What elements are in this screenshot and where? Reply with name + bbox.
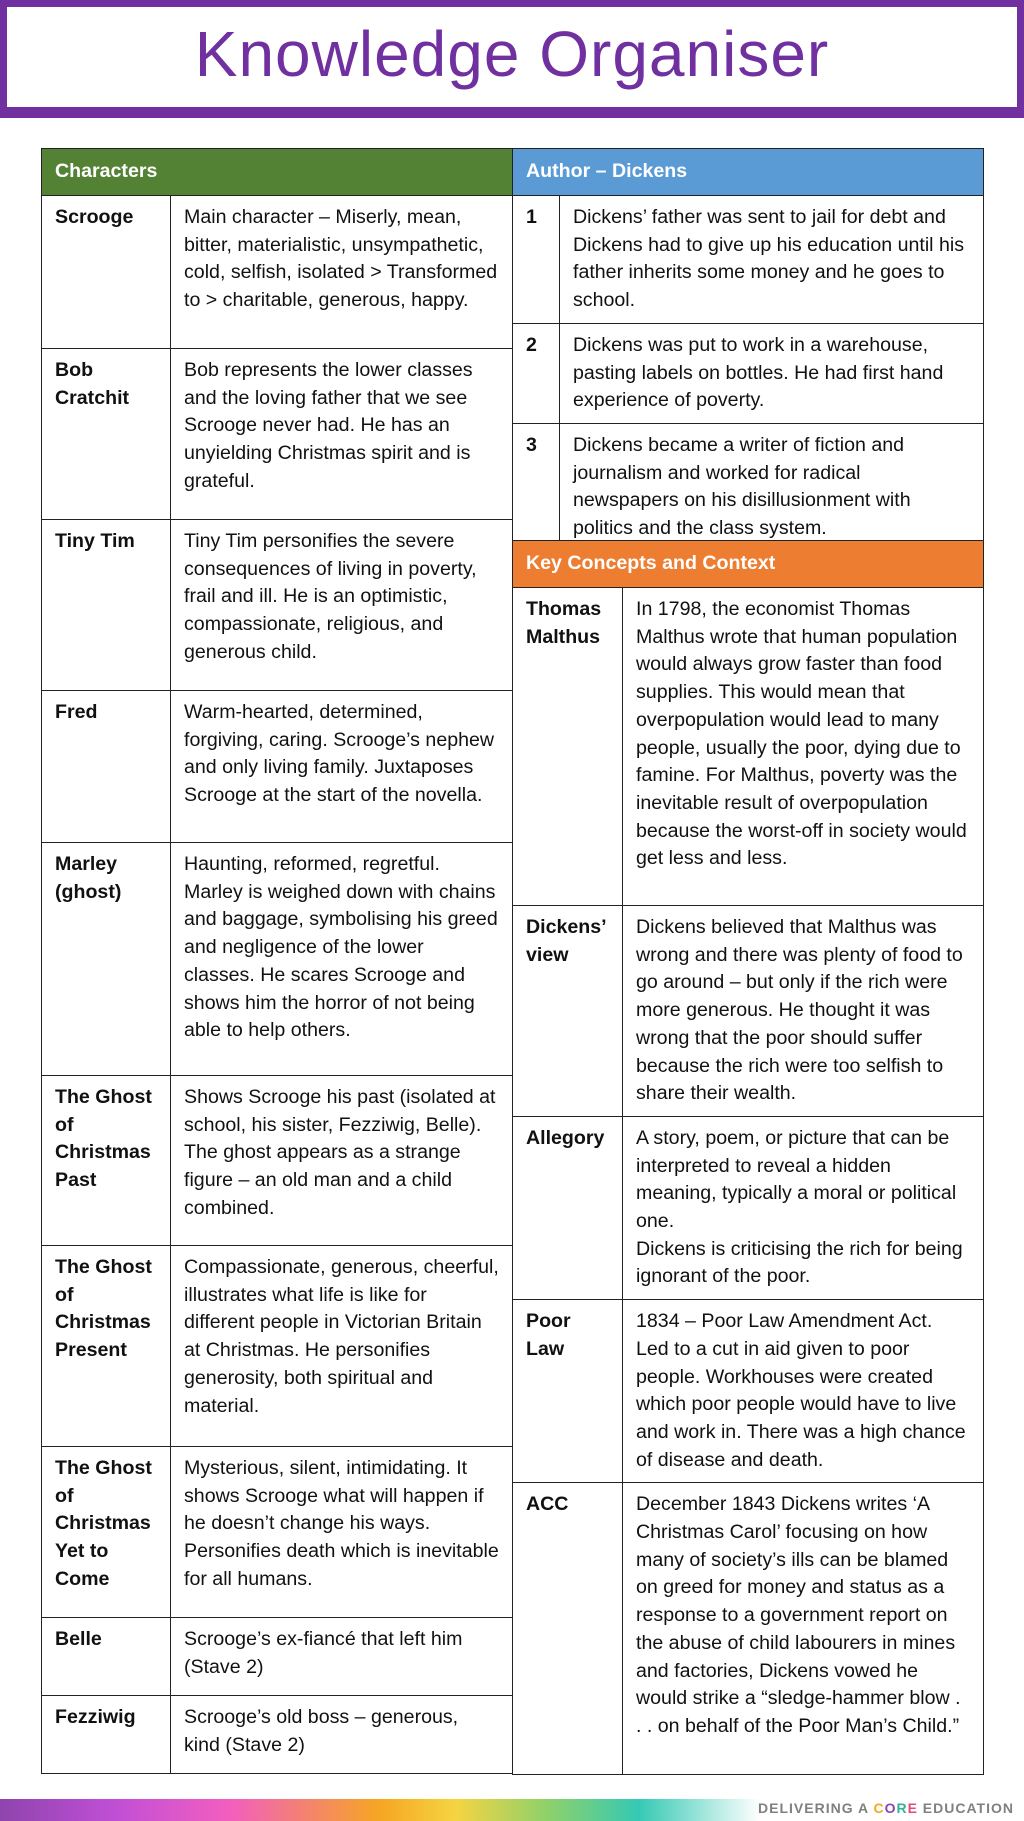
author-table <box>512 148 984 552</box>
table-row <box>513 1116 984 1299</box>
author-header: Author – Dickens <box>513 149 984 196</box>
author-fact: Dickens was put to work in a warehouse, pasting labels on bottles. He had first hand experience of poverty. <box>560 323 984 423</box>
author-number: 3 <box>513 423 560 551</box>
concept-description: December 1843 Dickens writes ‘A Christmas Carol’ focusing on how many of society’s ills can be blamed on greed for money and status as a response to a government report on the abuse of child labourers in mines and factories, Dickens vowed he would strike a “sledge-hammer blow . . . on behalf of the Poor Man’s Child.” <box>623 1483 984 1775</box>
table-row <box>513 323 984 423</box>
character-description: Tiny Tim personifies the severe consequences of living in poverty, frail and ill. He is an optimistic, compassionate, religious, and generous child. <box>171 520 513 691</box>
table-row <box>513 906 984 1117</box>
character-name: Tiny Tim <box>42 520 171 691</box>
character-description: Scrooge’s old boss – generous, kind (Stave 2) <box>171 1696 513 1774</box>
character-description: Warm-hearted, determined, forgiving, caring. Scrooge’s nephew and only living family. Juxtaposes Scrooge at the start of the novella. <box>171 691 513 843</box>
character-description: Bob represents the lower classes and the loving father that we see Scrooge never had. He has an unyielding Christmas spirit and is grateful. <box>171 349 513 520</box>
author-fact: Dickens became a writer of fiction and journalism and worked for radical newspapers on his disillusionment with politics and the class system. <box>560 423 984 551</box>
character-description: Mysterious, silent, intimidating. It shows Scrooge what will happen if he doesn’t change his ways. Personifies death which is inevitable for all humans. <box>171 1447 513 1618</box>
concept-term: ACC <box>513 1483 623 1775</box>
table-row <box>513 1300 984 1483</box>
table-row <box>42 1696 513 1774</box>
table-row <box>42 349 513 520</box>
concept-term: Thomas Malthus <box>513 588 623 906</box>
concept-definition: A story, poem, or picture that can be interpreted to reveal a hidden meaning, typically a moral or political one. <box>636 1126 957 1233</box>
concept-description <box>623 1116 984 1299</box>
character-name: Marley (ghost) <box>42 843 171 1076</box>
character-name: Belle <box>42 1618 171 1696</box>
character-name: Scrooge <box>42 196 171 349</box>
concept-description: 1834 – Poor Law Amendment Act. Led to a cut in aid given to poor people. Workhouses were created which poor people would have to live and work in. There was a high chance of disease and death. <box>623 1300 984 1483</box>
author-number: 1 <box>513 196 560 324</box>
character-name: The Ghost of Christmas Yet to Come <box>42 1447 171 1618</box>
table-row <box>513 423 984 551</box>
table-row <box>42 843 513 1076</box>
character-name: The Ghost of Christmas Past <box>42 1076 171 1246</box>
character-description: Scrooge’s ex-fiancé that left him (Stave 2) <box>171 1618 513 1696</box>
character-description: Main character – Miserly, mean, bitter, materialistic, unsympathetic, cold, selfish, isolated > Transformed to > charitable, generous, happy. <box>171 196 513 349</box>
character-description: Shows Scrooge his past (isolated at school, his sister, Fezziwig, Belle). The ghost appears as a strange figure – an old man and a child combined. <box>171 1076 513 1246</box>
concept-note: Dickens is criticising the rich for being ignorant of the poor. <box>636 1237 963 1288</box>
characters-table <box>41 148 513 1774</box>
character-name: Fezziwig <box>42 1696 171 1774</box>
footer-logo: DELIVERING A CORE EDUCATION <box>758 1800 1014 1816</box>
table-row <box>513 1483 984 1775</box>
table-row <box>42 1447 513 1618</box>
table-row <box>42 691 513 843</box>
page-title: Knowledge Organiser <box>194 18 830 90</box>
author-fact: Dickens’ father was sent to jail for debt and Dickens had to give up his education until his father inherits some money and he goes to school. <box>560 196 984 324</box>
concept-term: Allegory <box>513 1116 623 1299</box>
table-row <box>42 1246 513 1447</box>
concepts-table <box>512 540 984 1775</box>
character-name: The Ghost of Christmas Present <box>42 1246 171 1447</box>
concept-description: In 1798, the economist Thomas Malthus wrote that human population would always grow faster than food supplies. This would mean that overpopulation would lead to many people, usually the poor, dying due to famine. For Malthus, poverty was the inevitable result of overpopulation because the worst-off in society would get less and less. <box>623 588 984 906</box>
footer-gradient-bar <box>0 1799 760 1821</box>
table-row <box>42 1618 513 1696</box>
table-row <box>42 520 513 691</box>
character-description: Haunting, reformed, regretful. Marley is weighed down with chains and baggage, symbolising his greed and negligence of the lower classes. He scares Scrooge and shows him the horror of not being able to help others. <box>171 843 513 1076</box>
table-row <box>513 196 984 324</box>
character-name: Fred <box>42 691 171 843</box>
table-row <box>42 1076 513 1246</box>
author-number: 2 <box>513 323 560 423</box>
title-banner <box>0 0 1024 118</box>
table-row <box>513 588 984 906</box>
table-row <box>42 196 513 349</box>
character-description: Compassionate, generous, cheerful, illustrates what life is like for different people in Victorian Britain at Christmas. He personifies generosity, both spiritual and material. <box>171 1246 513 1447</box>
concepts-header: Key Concepts and Context <box>513 541 984 588</box>
character-name: Bob Cratchit <box>42 349 171 520</box>
concept-term: Dickens’ view <box>513 906 623 1117</box>
concept-term: Poor Law <box>513 1300 623 1483</box>
concept-description: Dickens believed that Malthus was wrong and there was plenty of food to go around – but only if the rich were more generous. He thought it was wrong that the poor should suffer because the rich were too selfish to share their wealth. <box>623 906 984 1117</box>
characters-header: Characters <box>42 149 513 196</box>
